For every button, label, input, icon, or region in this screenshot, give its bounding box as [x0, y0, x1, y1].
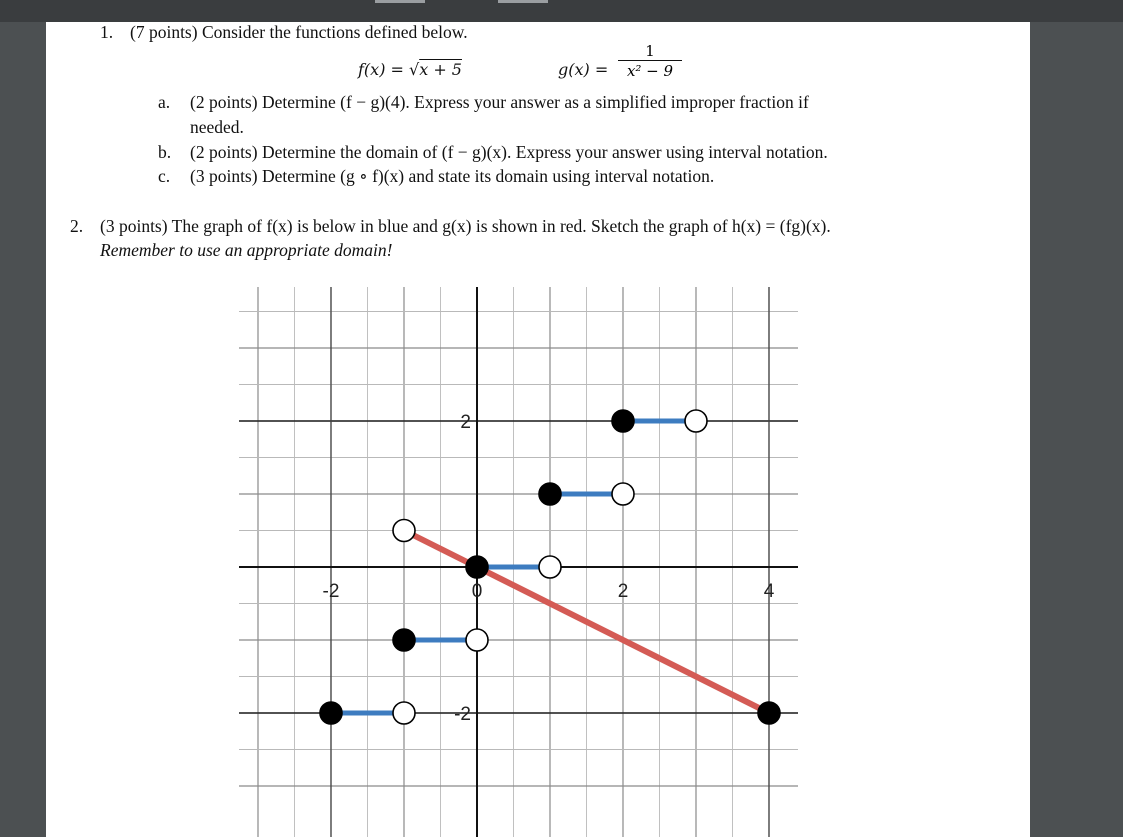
viewer-toolbar — [0, 0, 1123, 22]
f-closed-endpoint — [393, 629, 415, 651]
problem-1-header: (7 points) Consider the functions defined below. — [130, 22, 468, 42]
problem-2-number: 2. — [70, 216, 84, 236]
problem-2-text: (3 points) The graph of f(x) is below in blue and g(x) is shown in red. Sketch the graph of h(x) = (fg)(x). — [100, 216, 831, 236]
part-c-label: c. — [158, 166, 171, 186]
f-open-endpoint — [539, 556, 561, 578]
f-closed-endpoint — [612, 410, 634, 432]
y-tick-label: -2 — [454, 704, 471, 725]
toolbar-accent-left — [375, 0, 425, 3]
g-numerator: 1 — [618, 42, 682, 61]
graph — [46, 22, 1030, 837]
toolbar-accent-right — [498, 0, 548, 3]
problem-1-number: 1. — [100, 22, 114, 42]
f-open-endpoint — [466, 629, 488, 651]
x-tick-label: 4 — [763, 581, 775, 602]
graph-grid — [239, 287, 798, 837]
part-a-label: a. — [158, 92, 171, 112]
part-c-text: (3 points) Determine (g ∘ f)(x) and state its domain using interval notation. — [190, 166, 715, 186]
g-definition-lhs: g(x) = — [558, 60, 609, 79]
part-a-text: (2 points) Determine (f − g)(4). Express your answer as a simplified improper fraction if — [190, 92, 809, 112]
f-closed-endpoint — [539, 483, 561, 505]
x-tick-label: -2 — [322, 581, 340, 602]
f-open-endpoint — [612, 483, 634, 505]
x-tick-label: 2 — [617, 581, 629, 602]
part-b-text: (2 points) Determine the domain of (f − g)(x). Express your answer using interval notation. — [190, 142, 828, 162]
f-open-endpoint — [685, 410, 707, 432]
f-closed-endpoint — [466, 556, 488, 578]
part-b-label: b. — [158, 142, 172, 162]
f-closed-endpoint — [320, 702, 342, 724]
g-endpoint-start — [393, 520, 415, 542]
x-tick-label: 0 — [471, 581, 483, 602]
problem-2-note: Remember to use an appropriate domain! — [100, 240, 393, 260]
y-tick-label: 2 — [460, 412, 471, 433]
g-endpoint-end — [758, 702, 780, 724]
f-open-endpoint — [393, 702, 415, 724]
document-page — [46, 22, 1030, 837]
g-denominator: x² − 9 — [626, 62, 674, 80]
f-definition-lhs: f(x) = √ — [358, 60, 420, 79]
f-definition-radicand: x + 5 — [419, 60, 462, 79]
graph-axes — [239, 287, 798, 837]
part-a-continuation: needed. — [190, 117, 244, 137]
